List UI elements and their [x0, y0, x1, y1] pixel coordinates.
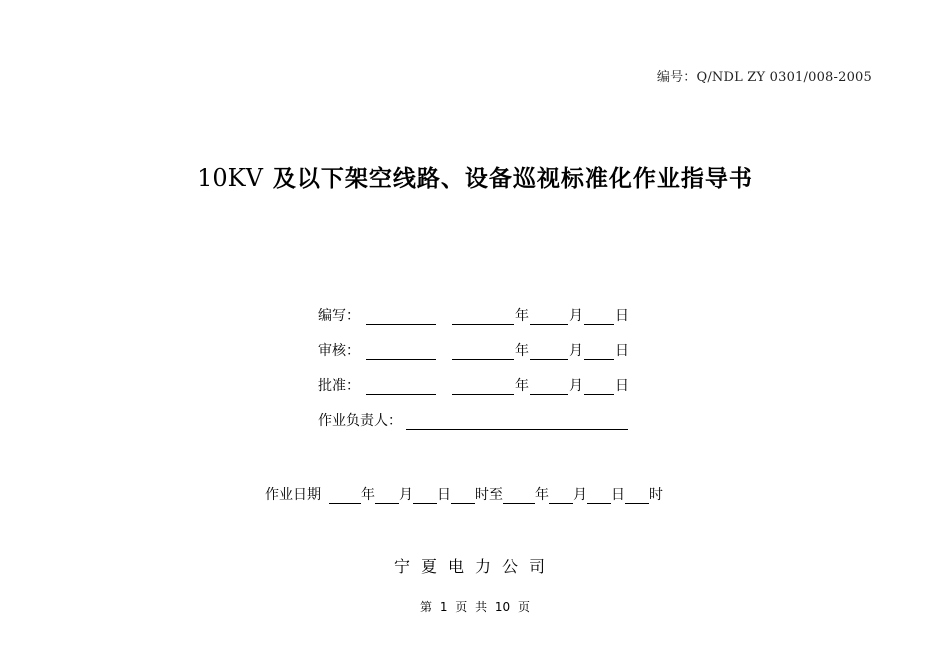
- signature-label: 编写：: [318, 308, 360, 324]
- year-unit: 年: [361, 487, 375, 503]
- signature-label: 批准：: [318, 378, 360, 394]
- year-blank: [452, 376, 514, 395]
- end-month-blank: [549, 485, 573, 504]
- end-hour-blank: [625, 485, 649, 504]
- day-blank: [584, 306, 614, 325]
- month-blank: [530, 306, 568, 325]
- work-date-row: [265, 484, 663, 504]
- name-blank: [366, 376, 436, 395]
- year-blank: [452, 306, 514, 325]
- day-blank: [584, 341, 614, 360]
- doc-number: 编号：Q/NDL ZY 0301/008-2005: [656, 70, 872, 85]
- hour-unit: 时: [649, 487, 663, 503]
- responsible-blank: [406, 411, 628, 430]
- start-month-blank: [375, 485, 399, 504]
- start-hour-blank: [451, 485, 475, 504]
- name-blank: [366, 306, 436, 325]
- signature-label: 审核：: [318, 343, 360, 359]
- title-code: 10KV: [197, 164, 263, 192]
- month-unit: 月: [569, 308, 583, 324]
- year-unit: 年: [515, 308, 529, 324]
- responsible-row: [318, 395, 630, 430]
- signature-row-review: [318, 325, 630, 360]
- month-unit: 月: [399, 487, 413, 503]
- hour-to-unit: 时至: [475, 487, 503, 503]
- day-unit: 日: [611, 487, 625, 503]
- month-unit: 月: [573, 487, 587, 503]
- page-info: 第 1 页 共 10 页: [420, 600, 530, 614]
- signature-block: [318, 290, 630, 430]
- day-unit: 日: [615, 343, 629, 359]
- end-year-blank: [503, 485, 535, 504]
- day-unit: 日: [437, 487, 451, 503]
- month-blank: [530, 376, 568, 395]
- year-blank: [452, 341, 514, 360]
- year-unit: 年: [535, 487, 549, 503]
- year-unit: 年: [515, 378, 529, 394]
- month-blank: [530, 341, 568, 360]
- start-year-blank: [329, 485, 361, 504]
- company-name: 宁夏电力公司: [393, 557, 556, 576]
- work-date-label: 作业日期: [265, 487, 321, 503]
- signature-row-author: [318, 290, 630, 325]
- start-day-blank: [413, 485, 437, 504]
- year-unit: 年: [515, 343, 529, 359]
- name-blank: [366, 341, 436, 360]
- day-blank: [584, 376, 614, 395]
- signature-row-approve: [318, 360, 630, 395]
- end-day-blank: [587, 485, 611, 504]
- page-title: [0, 160, 950, 193]
- month-unit: 月: [569, 378, 583, 394]
- title-text: 及以下架空线路、设备巡视标准化作业指导书: [272, 166, 753, 192]
- day-unit: 日: [615, 308, 629, 324]
- month-unit: 月: [569, 343, 583, 359]
- responsible-label: 作业负责人：: [318, 413, 402, 429]
- day-unit: 日: [615, 378, 629, 394]
